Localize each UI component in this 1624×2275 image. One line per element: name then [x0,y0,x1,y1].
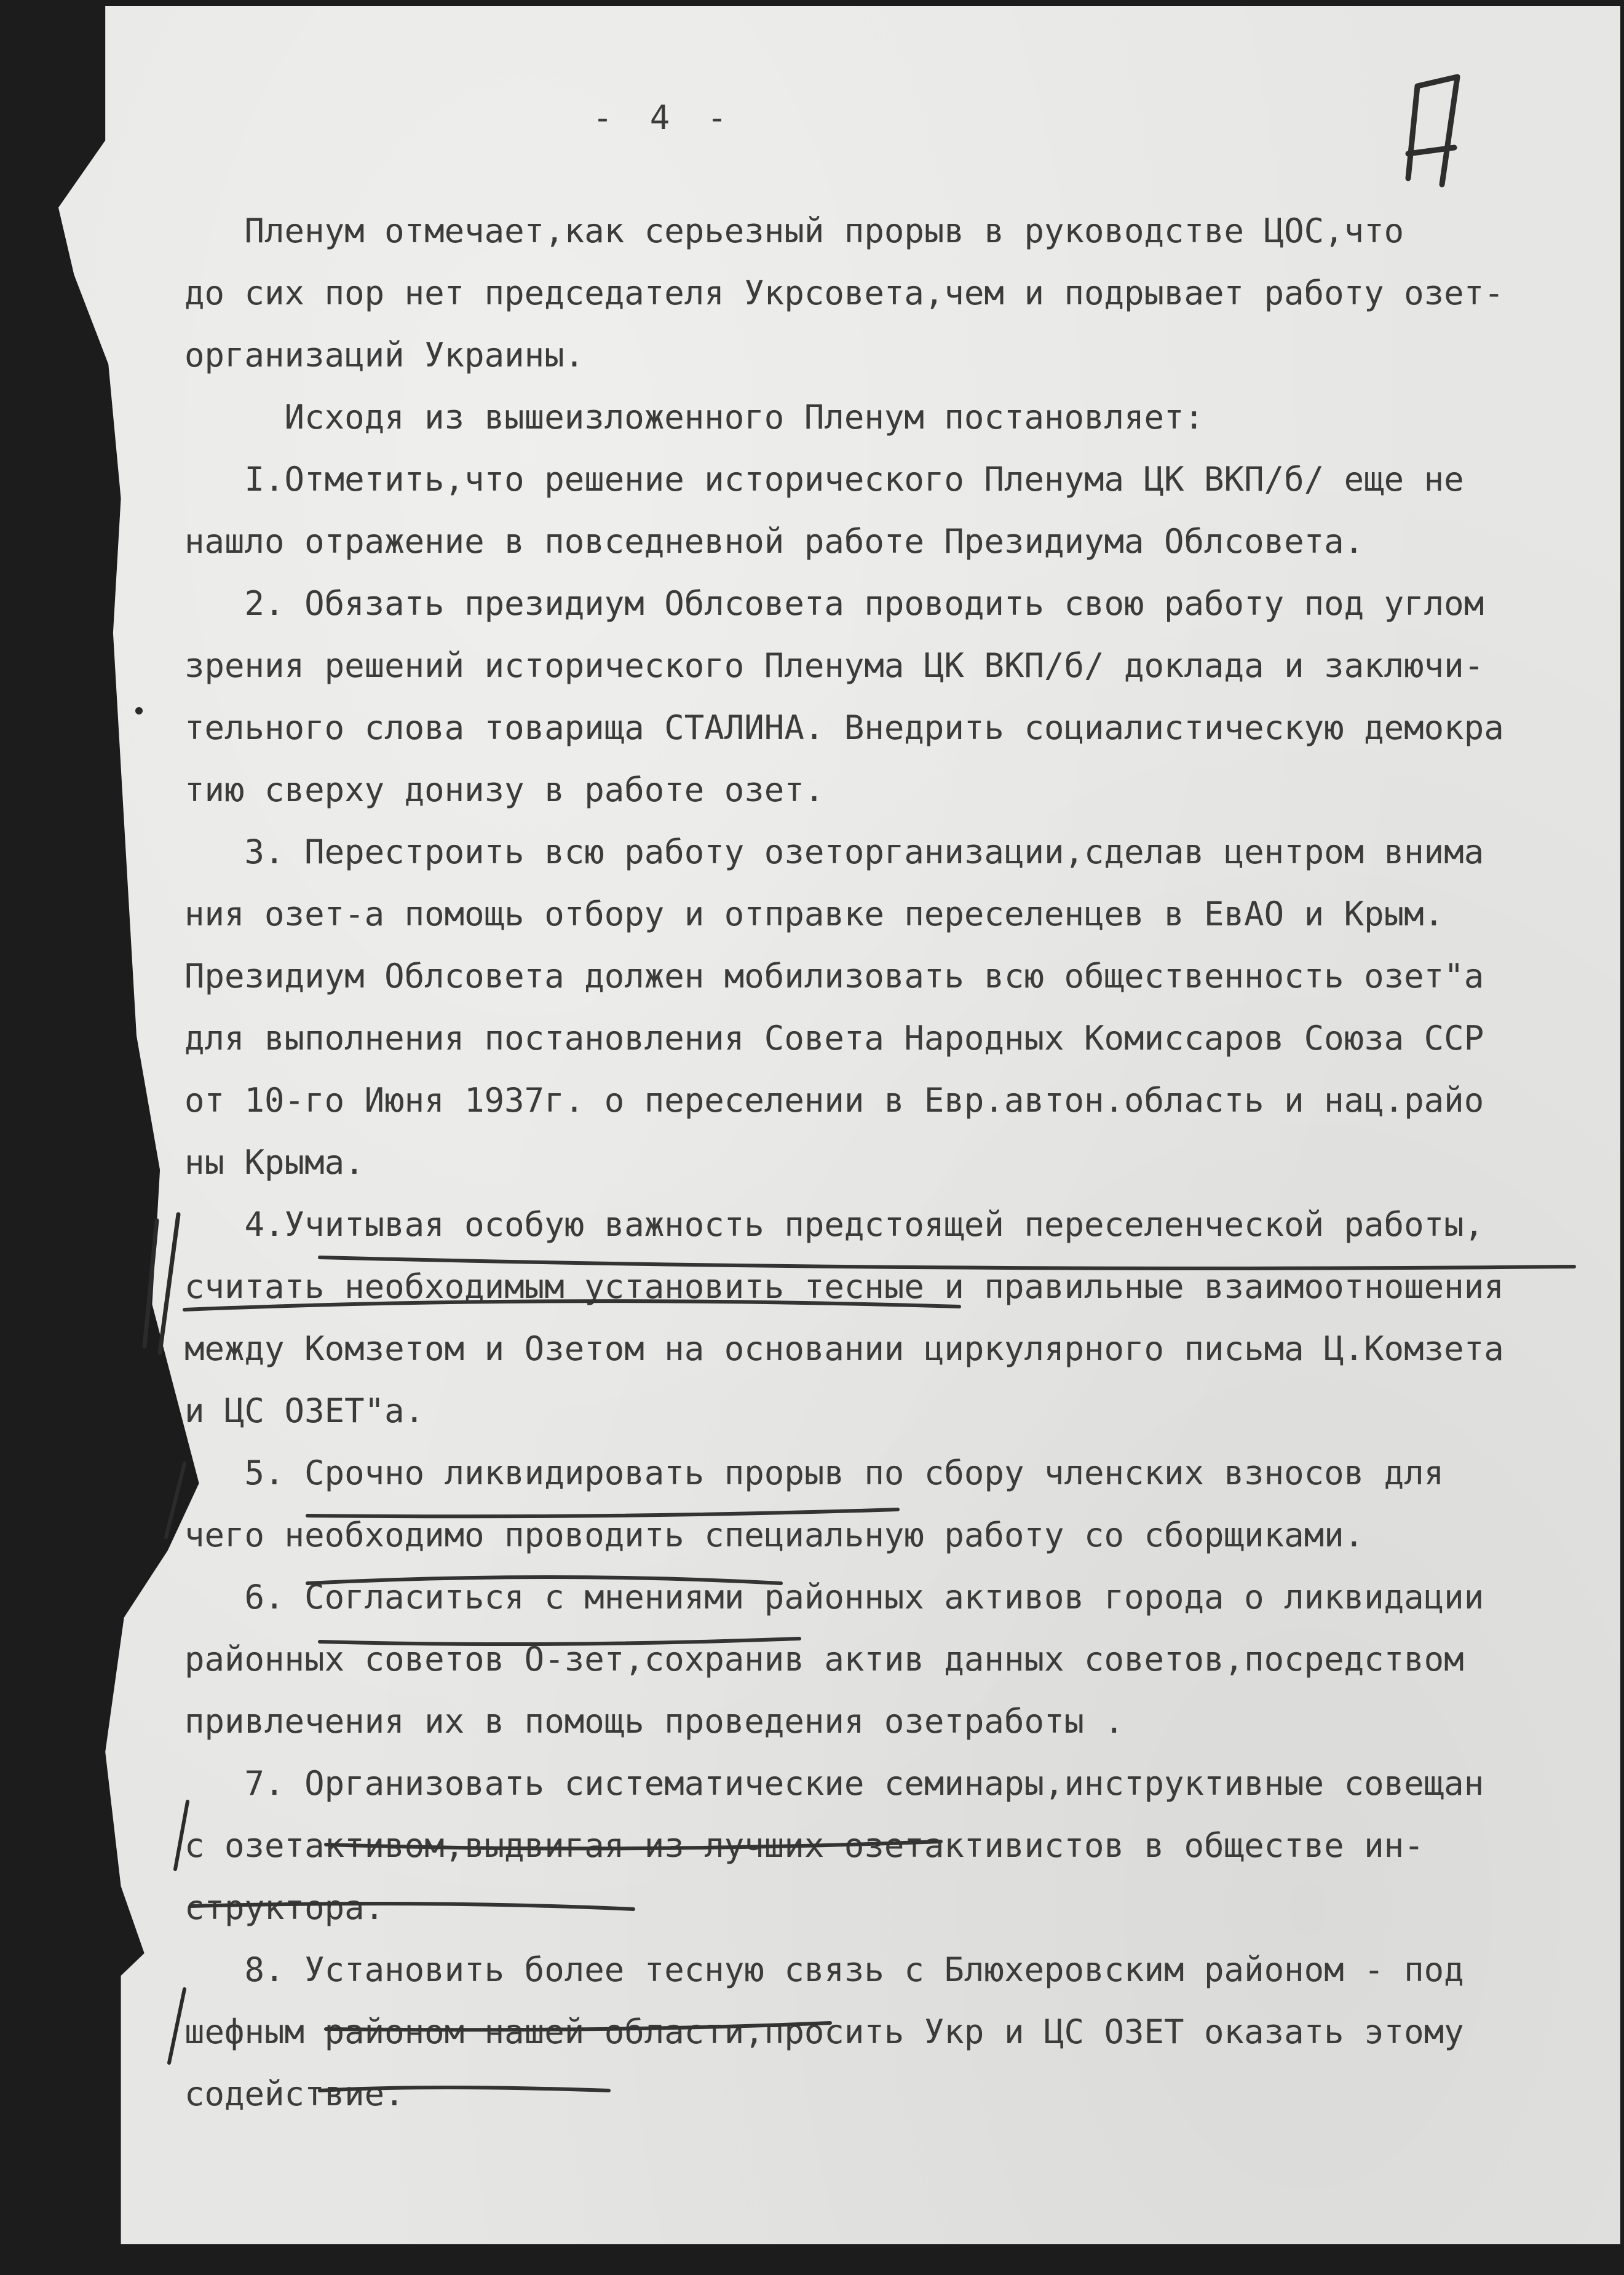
body-line: I.Отметить,что решение исторического Пленума ЦК ВКП/б/ еще не [184,460,1464,499]
page-number: - 4 - [592,98,736,137]
ink-dot-mark [135,707,143,714]
body-line: организаций Украины. [184,336,585,374]
body-line: до сих пор нет председателя Укрсовета,чем и подрывает работу озет- [184,274,1504,312]
body-line: 6. Согласиться с мнениями районных активов города о ликвидации [184,1578,1484,1616]
body-line: для выполнения постановления Совета Народных Комиссаров Союза ССР [184,1019,1484,1058]
body-line: 7. Организовать систематические семинары,инструктивные совещан [184,1764,1484,1803]
body-line: Президиум Облсовета должен мобилизовать всю общественность озет"а [184,957,1484,995]
body-line: ны Крыма. [184,1143,365,1182]
body-line: 2. Обязать президиум Облсовета проводить свою работу под углом [184,584,1484,623]
body-line: привлечения их в помощь проведения озетработы . [184,1702,1125,1741]
body-line: с озетактивом,выдвигая из лучших озетактивистов в обществе ин- [184,1826,1424,1865]
body-line: Пленум отмечает,как серьезный прорыв в руководстве ЦОС,что [184,212,1404,250]
body-line: Исходя из вышеизложенного Пленум постановляет: [184,398,1205,437]
body-line: чего необходимо проводить специальную работу со сборщиками. [184,1516,1365,1554]
body-line: районных советов О-зет,сохранив актив данных советов,посредством [184,1640,1464,1679]
body-line: 5. Срочно ликвидировать прорыв по сбору членских взносов для [184,1454,1444,1492]
body-line: 3. Перестроить всю работу озеторганизации,сделав центром внима [184,833,1484,871]
resolution-body [184,200,1574,2125]
body-line: и ЦС ОЗЕТ"а. [184,1391,425,1430]
body-line: шефным районом нашей области,просить Укр и ЦС ОЗЕТ оказать этому [184,2012,1464,2051]
body-line: тельного слова товарища СТАЛИНА. Внедрить социалистическую демокра [184,708,1504,747]
body-line: ния озет-а помощь отбору и отправке переселенцев в ЕвАО и Крым. [184,895,1444,933]
body-line: тию сверху донизу в работе озет. [184,770,825,809]
body-line: содействие. [184,2075,405,2113]
body-line: структора. [184,1888,385,1927]
body-line: зрения решений исторического Пленума ЦК ВКП/б/ доклада и заключи- [184,646,1484,685]
body-line: между Комзетом и Озетом на основании циркулярного письма Ц.Комзета [184,1329,1504,1368]
body-line: считать необходимым установить тесные и правильные взаимоотношения [184,1267,1504,1306]
body-line: от 10-го Июня 1937г. о переселении в Евр.автон.область и нац.райо [184,1081,1484,1120]
body-line: 4.Учитывая особую важность предстоящей переселенческой работы, [184,1205,1484,1244]
body-line: нашло отражение в повседневной работе Президиума Облсовета. [184,522,1365,561]
archive-handwritten-number [1399,61,1473,209]
body-line: 8. Установить более тесную связь с Блюхеровским районом - под [184,1950,1464,1989]
